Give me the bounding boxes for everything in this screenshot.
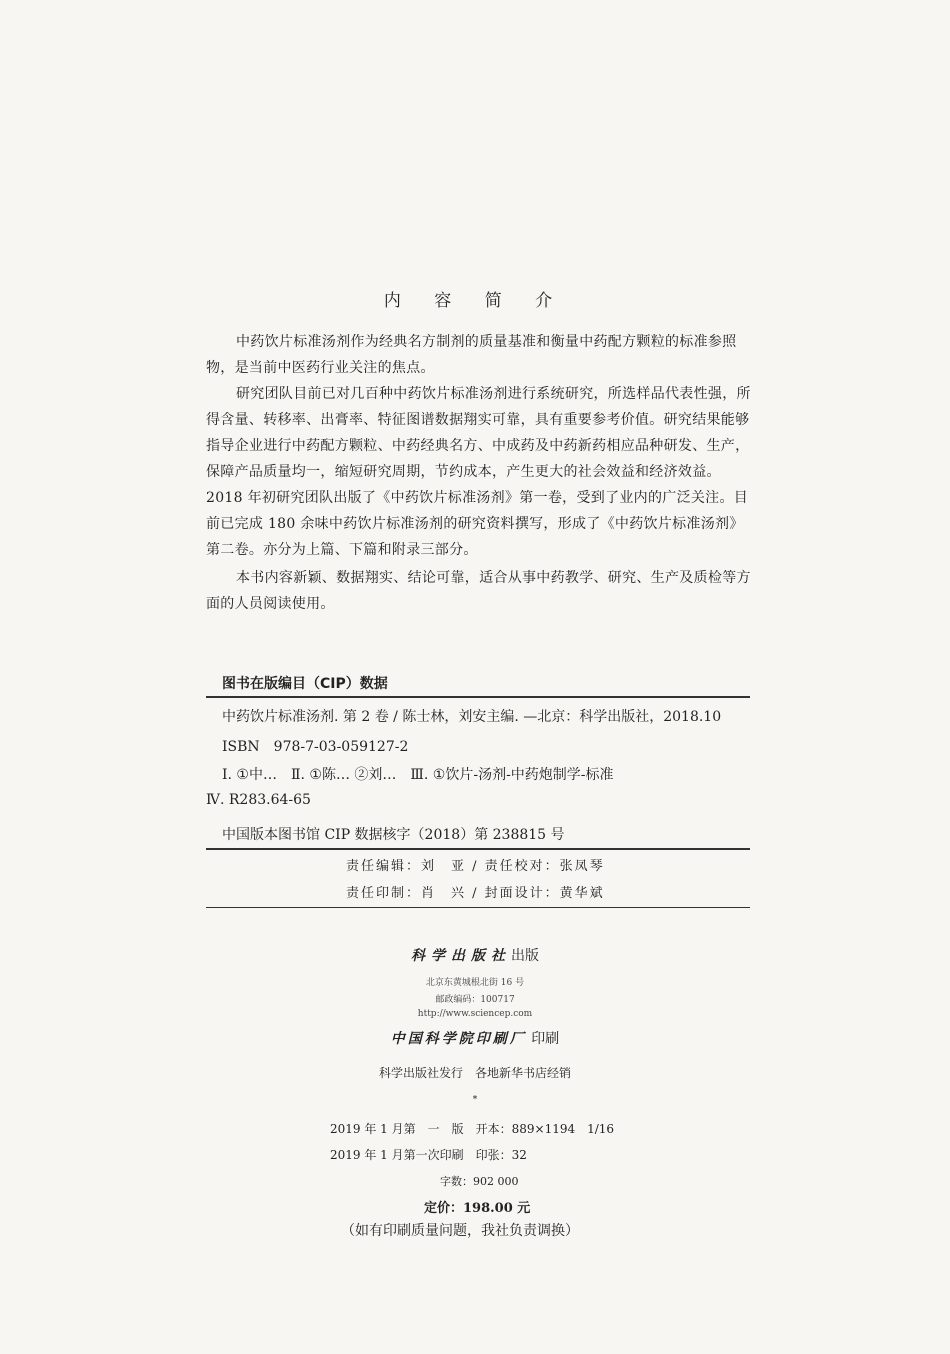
printer-line bbox=[0, 1028, 950, 1048]
cip-bottom-rule bbox=[206, 848, 750, 850]
separator-asterisk: * bbox=[472, 1095, 478, 1105]
summary-paragraph-3: 本书内容新颖、数据翔实、结论可靠，适合从事中药教学、研究、生产及质检等方面的人员阅读使用。 bbox=[206, 570, 751, 612]
word-count: 字数：902 000 bbox=[440, 1175, 519, 1188]
publisher-postcode: 邮政编码：100717 bbox=[435, 995, 515, 1005]
price: 定价：198.00 元 bbox=[424, 1201, 531, 1216]
staff-rule bbox=[206, 907, 750, 908]
cip-top-rule bbox=[206, 696, 750, 698]
printing-line: 2019 年 1 月第一次印刷 印张：32 bbox=[330, 1148, 527, 1162]
cip-line-classification: Ⅳ. R283.64-65 bbox=[206, 792, 311, 808]
publisher-line bbox=[0, 945, 950, 965]
publisher-address: 北京东黄城根北街 16 号 bbox=[425, 978, 525, 988]
edition-line: 2019 年 1 月第 一 版 开本：889×1194 1/16 bbox=[330, 1122, 615, 1136]
summary-title: 内 容 简 介 bbox=[383, 291, 567, 311]
publisher-suffix: 出版 bbox=[511, 948, 539, 964]
distribution-line: 科学出版社发行 各地新华书店经销 bbox=[378, 1066, 571, 1080]
summary-paragraph-2: 研究团队目前已对几百种中药饮片标准汤剂进行系统研究，所选样品代表性强，所得含量、转移率、出膏率、特征图谱数据翔实可靠，具有重要参考价值。研究结果能够指导企业进行中药配方颗粒、中药经典名方、中成药及中药新药相应品种研发、生产，保障产品质量均一，缩短研究周期，节约成本，产生更大的社会效益和经济效益。2018 年初研究团队出版了《中药饮片标准汤剂》第一卷，受到了业内的广泛关注。目前已完成 180 余味中药饮片标准汤剂的研究资料撰写，形成了《中药饮片标准汤剂》第二卷。亦分为上篇、下篇和附录三部分。 bbox=[206, 386, 751, 558]
cip-line-record-number: 中国版本图书馆 CIP 数据核字（2018）第 238815 号 bbox=[222, 827, 565, 843]
cip-line-isbn: ISBN 978-7-03-059127-2 bbox=[222, 739, 409, 755]
quality-notice: （如有印刷质量问题，我社负责调换） bbox=[341, 1223, 579, 1239]
staff-production: 责任印制：肖 兴 / 封面设计：黄华斌 bbox=[346, 886, 605, 901]
cip-line-subjects: Ⅰ. ①中… Ⅱ. ①陈… ②刘… Ⅲ. ①饮片-汤剂-中药炮制学-标准 bbox=[222, 767, 614, 783]
publisher-website: http://www.sciencep.com bbox=[417, 1009, 533, 1019]
printer-suffix: 印刷 bbox=[531, 1031, 560, 1047]
cip-line-title: 中药饮片标准汤剂. 第 2 卷 / 陈士林，刘安主编. —北京：科学出版社，2018.10 bbox=[222, 709, 722, 725]
staff-editors: 责任编辑：刘 亚 / 责任校对：张凤琴 bbox=[346, 859, 605, 874]
publisher-name: 科学出版社 bbox=[411, 948, 511, 964]
cip-heading: 图书在版编目（CIP）数据 bbox=[222, 676, 388, 692]
summary-paragraph-1: 中药饮片标准汤剂作为经典名方制剂的质量基准和衡量中药配方颗粒的标准参照物，是当前中医药行业关注的焦点。 bbox=[206, 334, 737, 376]
printer-name: 中国科学院印刷厂 bbox=[390, 1031, 527, 1047]
